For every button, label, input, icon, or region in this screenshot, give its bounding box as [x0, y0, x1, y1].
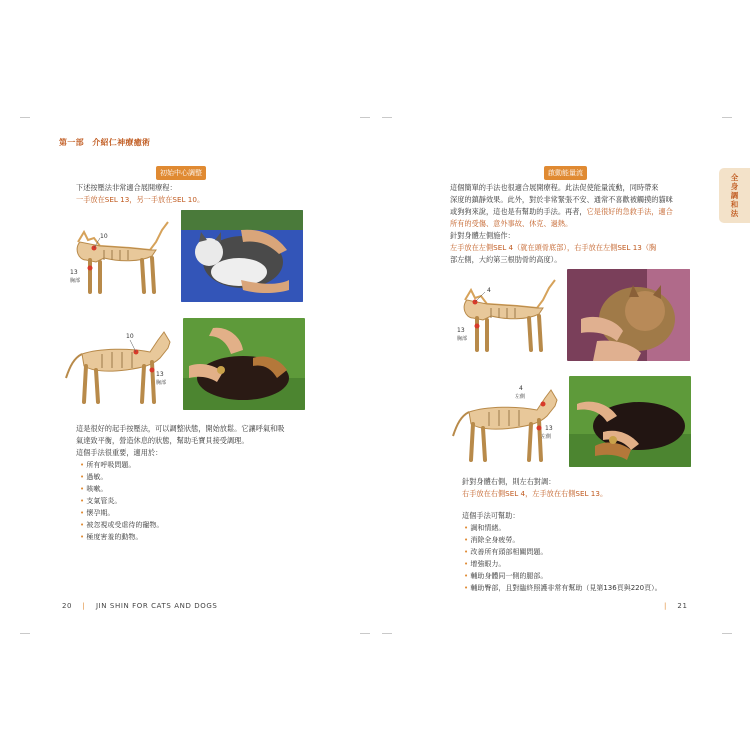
list-item: • 過敏。	[80, 471, 163, 483]
cat-label-chest-right: 胸部	[457, 336, 468, 342]
cat-skeleton-diagram	[60, 212, 176, 302]
dog-treatment-photo	[183, 318, 305, 410]
cat-label-13: 13	[70, 269, 78, 276]
cat-treatment-photo	[181, 210, 303, 302]
dog-skeleton-diagram-right	[447, 376, 565, 468]
book-title: JIN SHIN FOR CATS AND DOGS	[95, 602, 218, 610]
dog-label-13: 13	[156, 371, 164, 378]
crop-mark	[360, 117, 370, 118]
left-side-title: 針對身體左側施作：	[450, 231, 515, 240]
right-side-block	[462, 476, 692, 500]
body-line-accent: 所有的受傷、意外事故、休克、過熱。	[450, 219, 573, 228]
page-number: 21	[677, 602, 688, 610]
cat-skeleton-diagram-right	[447, 270, 563, 360]
right-body	[450, 182, 695, 266]
list-item: • 消除全身疲勞。	[464, 534, 662, 546]
left-body	[76, 423, 320, 459]
left-side-text-c: 部左側，大約第三根肋骨的高度）。	[450, 255, 562, 264]
intro-line-instruction: 一手放在SEL 13，另一手放在SEL 10。	[76, 195, 205, 204]
body-line: 這個簡單的手法也很適合展開療程。此法促使能量流動，同時帶來	[450, 183, 659, 192]
right-side-text: 右手放在右側SEL 4，左手放在右側SEL 13。	[462, 489, 608, 498]
list-item: • 輔助身體同一側的腿部。	[464, 570, 662, 582]
side-tab-char: 和	[730, 200, 739, 209]
right-folio: | 21	[664, 602, 688, 610]
cat-label-13-right: 13	[457, 327, 465, 334]
dog-label-13-right: 13	[545, 425, 553, 432]
crop-mark	[360, 633, 370, 634]
side-tab-char: 調	[730, 191, 739, 200]
dog-label-chest: 胸部	[156, 380, 167, 386]
dog-label-4: 4	[519, 385, 523, 392]
left-intro	[76, 182, 316, 206]
page-number: 20	[62, 602, 73, 610]
list-item: • 增強眼力。	[464, 558, 662, 570]
body-line: 這個手法很重要，適用於：	[76, 448, 163, 457]
section-tag-center: 初始中心調整	[156, 166, 206, 180]
part-title: 第一部 介紹仁神療癒術	[59, 138, 151, 147]
crop-mark	[382, 633, 392, 634]
list-item: • 改善所有頭部相關問題。	[464, 546, 662, 558]
side-tab-char: 身	[730, 182, 739, 191]
side-tab	[719, 168, 750, 223]
cat-label-4: 4	[487, 287, 491, 294]
list-item: • 被忽視或受虐待的寵物。	[80, 519, 163, 531]
side-tab-char: 全	[730, 173, 739, 182]
dog-treatment-photo-right	[569, 376, 691, 467]
dog-label-10: 10	[126, 333, 134, 340]
body-accent: 它是很好的急救手法，適合	[586, 207, 673, 216]
help-title: 這個手法可幫助：	[462, 511, 520, 520]
left-folio: 20 | JIN SHIN FOR CATS AND DOGS	[62, 602, 218, 610]
crop-mark	[20, 117, 30, 118]
list-item: • 咳嗽。	[80, 483, 163, 495]
intro-line: 下述按壓法非常適合展開療程：	[76, 183, 177, 192]
list-item: • 所有呼吸問題。	[80, 459, 163, 471]
crop-mark	[722, 117, 732, 118]
crop-mark	[382, 117, 392, 118]
dog-label-left: 左側	[515, 394, 526, 400]
dog-skeleton-diagram	[60, 318, 178, 410]
cat-treatment-photo-right	[567, 269, 690, 361]
cat-label-10: 10	[100, 233, 108, 240]
list-item: • 支氣管炎。	[80, 495, 163, 507]
body-line: 深度的鎮靜效果。此外，對於非常緊張不安、通常不喜歡被觸摸的貓咪	[450, 195, 673, 204]
list-item: • 調和情緒。	[464, 522, 662, 534]
crop-mark	[20, 633, 30, 634]
dog-label-left-2: 左側	[541, 434, 552, 440]
left-benefit-list	[80, 459, 163, 543]
list-item: • 極度害羞的動物。	[80, 531, 163, 543]
list-item: • 輔助臀部，且對臨終照護非常有幫助（見第136頁與220頁）。	[464, 582, 662, 594]
right-benefit-list	[464, 522, 662, 594]
section-tag-energy: 啟動能量流	[544, 166, 587, 180]
body-line: 這是很好的起手按壓法，可以調整狀態，開始放鬆。它讓呼氣和吸	[76, 424, 285, 433]
left-side-text-b: 右手放在左側SEL 13（胸	[574, 243, 657, 252]
crop-mark	[722, 633, 732, 634]
body-line: 氣達致平衡，營造休息的狀態，幫助毛寶貝接受調理。	[76, 436, 249, 445]
side-tab-char: 法	[730, 209, 739, 218]
list-item: • 懷孕期。	[80, 507, 163, 519]
right-side-title: 針對身體右側，則左右對調：	[462, 477, 556, 486]
body-line: 或狗狗來說，這也是有幫助的手法。再者，	[450, 207, 587, 216]
cat-label-chest: 胸部	[70, 278, 81, 284]
left-side-text-a: 左手放在左側SEL 4（就在頭骨底部），	[450, 243, 575, 252]
